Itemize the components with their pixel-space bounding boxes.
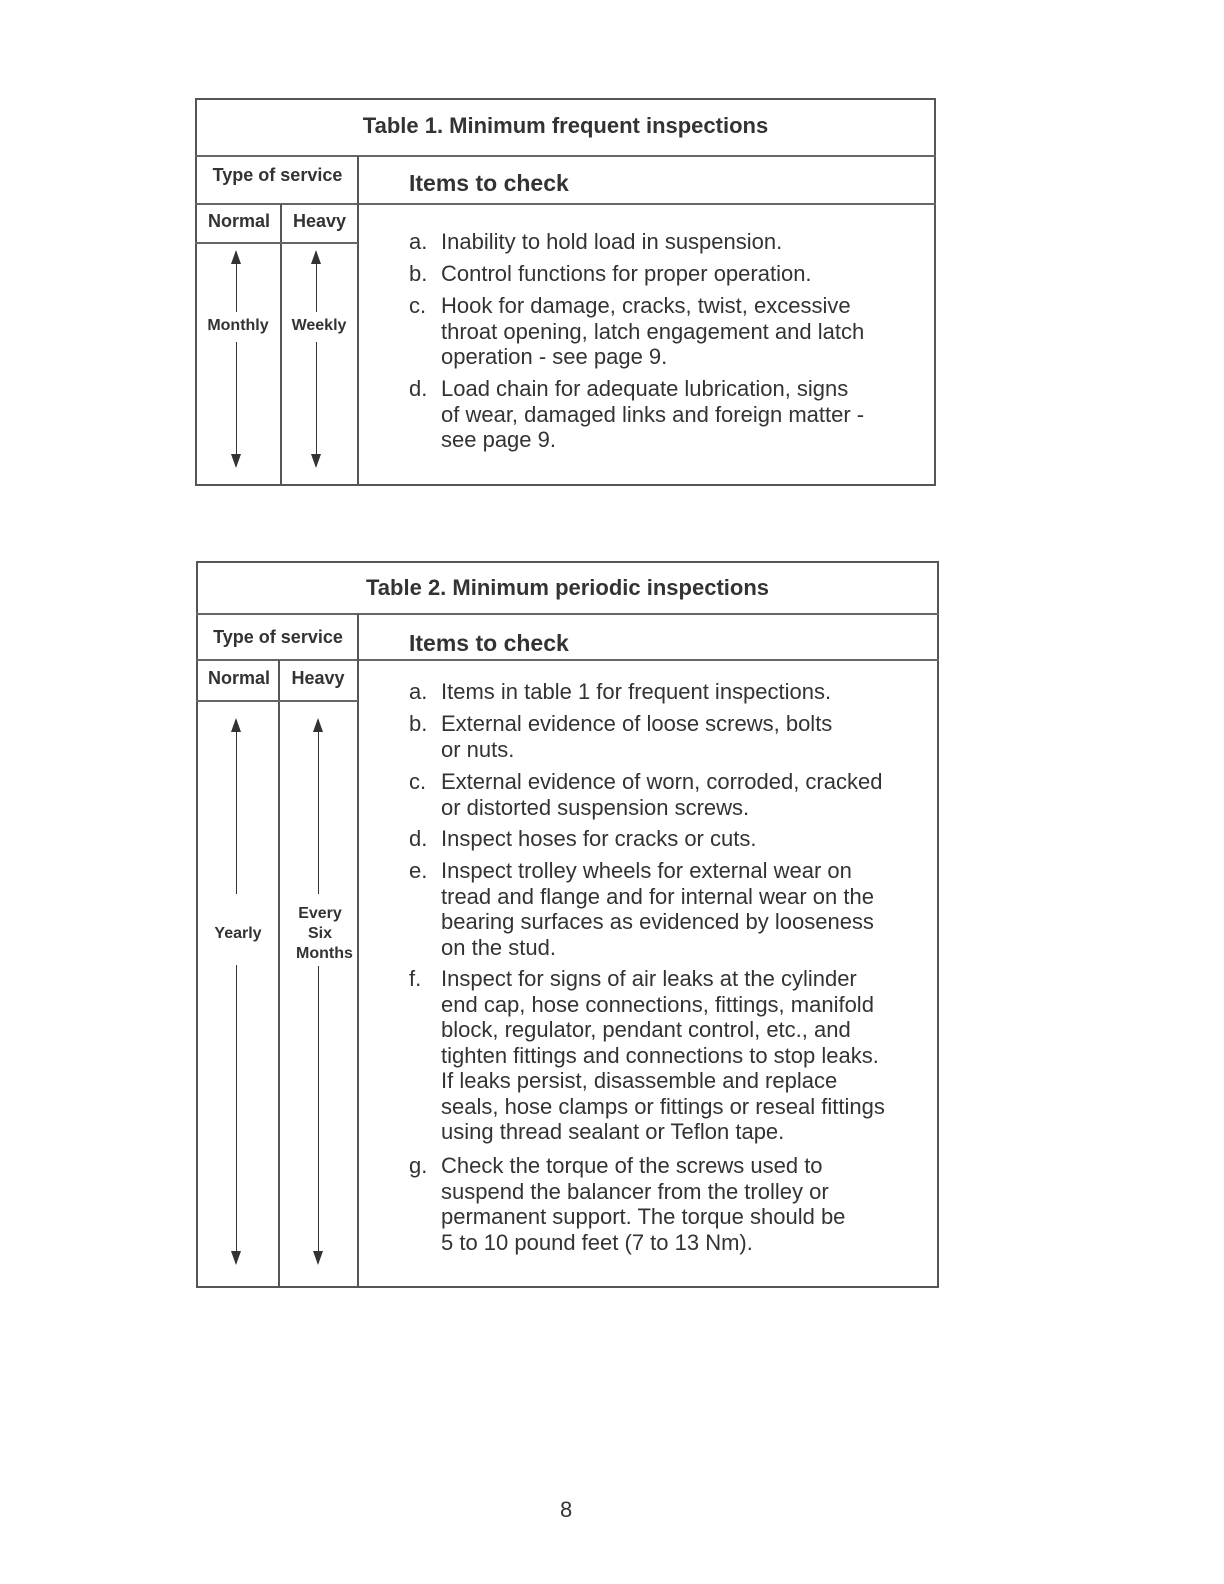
item-text-line: Inability to hold load in suspension. — [441, 229, 783, 254]
normal-frequency: Monthly — [198, 316, 278, 336]
item-text-line: operation - see page 9. — [441, 344, 668, 369]
item-text-line: block, regulator, pendant control, etc., and — [441, 1017, 851, 1042]
divider — [195, 242, 358, 244]
normal-header: Normal — [207, 211, 270, 231]
arrow-up-icon — [236, 252, 237, 312]
item-text-line: using thread sealant or Teflon tape. — [441, 1119, 785, 1144]
check-item — [409, 376, 864, 453]
divider — [196, 700, 358, 702]
item-text-line: If leaks persist, disassemble and replace — [441, 1068, 838, 1093]
items-to-check-header: Items to check — [409, 630, 569, 656]
arrow-down-icon — [318, 966, 319, 1263]
table-2-title: Table 2. Minimum periodic inspections — [366, 575, 769, 600]
type-of-service-header: Type of service — [212, 165, 343, 185]
item-letter: c. — [409, 293, 427, 318]
page-number: 8 — [560, 1497, 573, 1522]
item-letter: d. — [409, 376, 428, 401]
arrow-up-icon — [316, 252, 317, 312]
item-text-line: bearing surfaces as evidenced by looseness — [441, 909, 874, 934]
item-text-line: see page 9. — [441, 427, 556, 452]
item-text-line: or nuts. — [441, 736, 515, 762]
arrow-down-icon — [236, 965, 237, 1263]
item-text-line: of wear, damaged links and foreign matter - — [441, 401, 865, 427]
arrow-up-icon — [318, 720, 319, 894]
divider — [196, 613, 939, 615]
item-text-line: tighten fittings and connections to stop leaks. — [441, 1042, 879, 1068]
item-text-line: Inspect hoses for cracks or cuts. — [441, 826, 757, 851]
item-letter: b. — [409, 261, 428, 286]
item-letter: b. — [409, 711, 428, 736]
items-to-check-header: Items to check — [409, 170, 569, 196]
arrow-down-icon — [236, 342, 237, 466]
item-text-line: Check the torque of the screws used to — [441, 1153, 823, 1178]
check-item — [409, 679, 831, 705]
heavy-frequency: Every Six Months — [296, 905, 353, 962]
item-text-line: end cap, hose connections, fittings, manifold — [441, 991, 874, 1017]
divider — [278, 660, 280, 1287]
item-text-line: or distorted suspension screws. — [441, 794, 750, 820]
item-text-line: External evidence of loose screws, bolts — [441, 711, 833, 736]
item-text-line: on the stud. — [441, 934, 556, 960]
item-text-line: Control functions for proper operation. — [441, 261, 812, 286]
item-text-line: throat opening, latch engagement and latch — [441, 318, 865, 344]
arrow-up-icon — [236, 720, 237, 894]
item-letter: d. — [409, 826, 428, 851]
divider — [196, 659, 939, 661]
item-text-line: Load chain for adequate lubrication, signs — [441, 376, 849, 401]
check-item — [409, 769, 882, 820]
item-letter: f. — [409, 966, 422, 991]
item-letter: g. — [409, 1153, 428, 1178]
check-item — [409, 711, 832, 762]
check-item — [409, 229, 782, 255]
heavy-header: Heavy — [291, 668, 345, 688]
divider — [357, 156, 359, 485]
item-text-line: 5 to 10 pound feet (7 to 13 Nm). — [441, 1229, 753, 1255]
divider — [357, 614, 359, 1287]
item-text-line: Hook for damage, cracks, twist, excessive — [441, 293, 851, 318]
divider — [280, 204, 282, 485]
table-1-title: Table 1. Minimum frequent inspections — [362, 113, 769, 138]
item-text-line: seals, hose clamps or fittings or reseal fittings — [441, 1093, 885, 1119]
heavy-frequency: Weekly — [283, 316, 355, 336]
check-item — [409, 1153, 845, 1255]
check-item — [409, 966, 885, 1145]
item-text-line: Inspect trolley wheels for external wear on — [441, 858, 852, 883]
item-text-line: Items in table 1 for frequent inspections. — [441, 679, 832, 704]
check-item — [409, 261, 812, 287]
item-text-line: tread and flange and for internal wear on the — [441, 883, 874, 909]
item-text-line: External evidence of worn, corroded, cracked — [441, 769, 883, 794]
normal-frequency: Yearly — [199, 924, 277, 944]
normal-header: Normal — [207, 668, 270, 688]
item-text-line: Inspect for signs of air leaks at the cylinder — [441, 966, 857, 991]
arrow-down-icon — [316, 342, 317, 466]
check-item — [409, 826, 756, 852]
divider — [195, 203, 936, 205]
item-letter: a. — [409, 679, 428, 704]
check-item — [409, 293, 864, 370]
check-item — [409, 858, 874, 960]
divider — [195, 155, 936, 157]
item-text-line: suspend the balancer from the trolley or — [441, 1178, 829, 1204]
item-letter: a. — [409, 229, 428, 254]
item-text-line: permanent support. The torque should be — [441, 1204, 846, 1229]
type-of-service-header: Type of service — [213, 627, 343, 647]
item-letter: c. — [409, 769, 427, 794]
heavy-header: Heavy — [292, 211, 347, 231]
item-letter: e. — [409, 858, 428, 883]
